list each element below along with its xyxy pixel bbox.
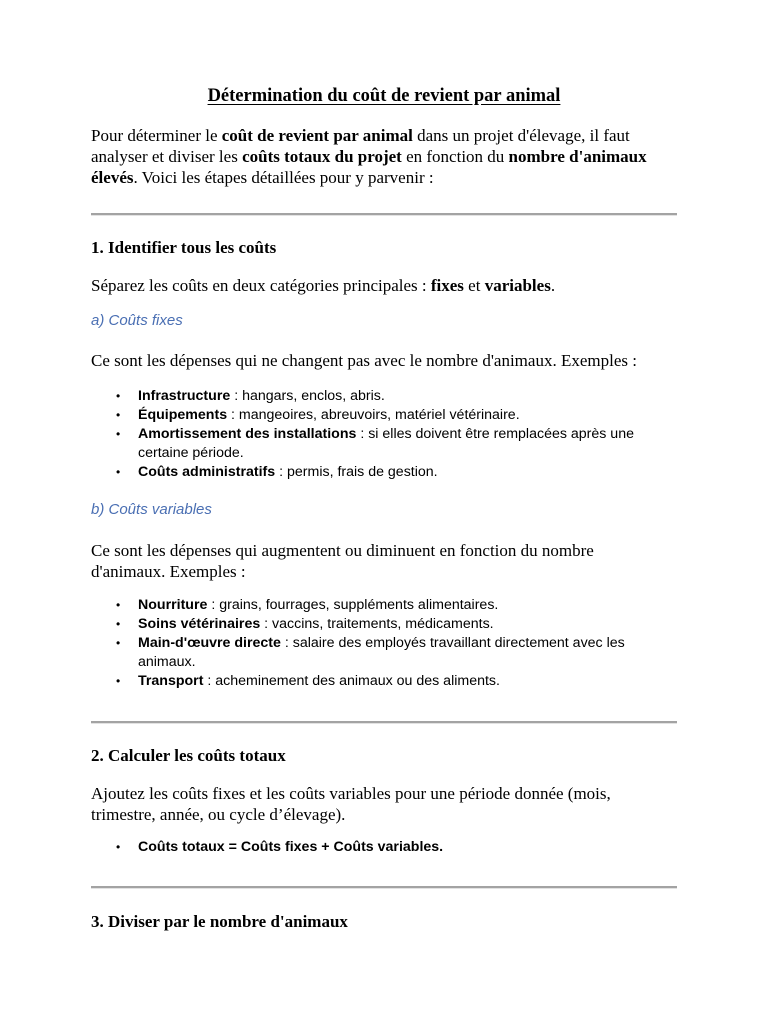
- section-1-intro: [91, 275, 677, 296]
- bullet-icon: •: [116, 674, 121, 688]
- list-item: [91, 425, 677, 463]
- text-run: et: [463, 276, 485, 295]
- bold-text: fixes: [430, 276, 464, 295]
- list-item-description: : acheminement des animaux ou des aliments.: [203, 673, 500, 689]
- bold-text: variables: [484, 276, 551, 295]
- list-item-description: : permis, frais de gestion.: [275, 464, 438, 480]
- list-item-description: : si elles doivent être remplacées après une certaine période.: [138, 426, 634, 461]
- text-run: .: [550, 276, 556, 295]
- list-item-term: Coûts totaux = Coûts fixes + Coûts variables.: [138, 839, 444, 855]
- list-item: [91, 634, 677, 672]
- list-item: [91, 596, 677, 615]
- bullet-icon: •: [116, 389, 121, 403]
- list-item-term: Main-d'œuvre directe: [138, 635, 281, 651]
- list-item-term: Coûts administratifs: [138, 464, 276, 480]
- intro-paragraph: [91, 125, 677, 188]
- variable-costs-list: [91, 596, 677, 691]
- list-item-term: Équipements: [138, 407, 228, 423]
- fixed-costs-subheading: a) Coûts fixes: [91, 312, 183, 329]
- list-item: [91, 672, 677, 691]
- fixed-costs-list: [91, 387, 677, 482]
- bullet-icon: •: [116, 408, 121, 422]
- list-item-description: : vaccins, traitements, médicaments.: [260, 616, 494, 632]
- section-2-heading: 2. Calculer les coûts totaux: [91, 746, 286, 765]
- list-item-description: : mangeoires, abreuvoirs, matériel vétérinaire.: [227, 407, 520, 423]
- fixed-costs-text: Ce sont les dépenses qui ne changent pas avec le nombre d'animaux. Exemples :: [91, 351, 637, 370]
- bullet-icon: •: [116, 465, 121, 479]
- text-run: Séparez les coûts en deux catégories principales :: [91, 276, 431, 295]
- bullet-icon: •: [116, 636, 121, 650]
- section-1-heading: 1. Identifier tous les coûts: [91, 238, 277, 257]
- list-item: [91, 615, 677, 634]
- list-item-term: Nourriture: [138, 597, 208, 613]
- bullet-icon: •: [116, 598, 121, 612]
- total-costs-formula-list: [91, 838, 677, 857]
- list-item: [91, 838, 677, 857]
- list-item-description: : grains, fourrages, suppléments alimentaires.: [207, 597, 499, 613]
- list-item-term: Infrastructure: [138, 388, 231, 404]
- variable-costs-text: Ce sont les dépenses qui augmentent ou diminuent en fonction du nombre d'animaux. Exemples :: [91, 541, 594, 581]
- text-run: dans un projet d'élevage, il faut analyser et diviser les: [91, 126, 630, 166]
- text-run: en fonction du: [401, 147, 509, 166]
- variable-costs-subheading: b) Coûts variables: [91, 501, 212, 518]
- bold-text: nombre d'animaux élevés: [91, 147, 647, 187]
- bold-text: coûts totaux du projet: [242, 147, 402, 166]
- text-run: . Voici les étapes détaillées pour y parvenir :: [133, 168, 434, 187]
- bold-text: coût de revient par animal: [221, 126, 413, 145]
- list-item-description: : hangars, enclos, abris.: [230, 388, 385, 404]
- list-item-description: : salaire des employés travaillant directement avec les animaux.: [138, 635, 625, 670]
- section-divider: [91, 886, 677, 889]
- section-divider: [91, 721, 677, 724]
- section-3-heading: 3. Diviser par le nombre d'animaux: [91, 912, 348, 931]
- list-item: [91, 406, 677, 425]
- bullet-icon: •: [116, 840, 121, 854]
- bullet-icon: •: [116, 427, 121, 441]
- list-item: [91, 387, 677, 406]
- section-2-text: Ajoutez les coûts fixes et les coûts variables pour une période donnée (mois, trimestre, année, ou cycle d’élevage).: [91, 784, 611, 824]
- bullet-icon: •: [116, 617, 121, 631]
- text-run: Pour déterminer le: [91, 126, 222, 145]
- list-item-term: Amortissement des installations: [138, 426, 357, 442]
- list-item-term: Transport: [138, 673, 204, 689]
- list-item: [91, 463, 677, 482]
- list-item-term: Soins vétérinaires: [138, 616, 261, 632]
- document-title: Détermination du coût de revient par animal: [207, 86, 561, 106]
- section-divider: [91, 213, 677, 216]
